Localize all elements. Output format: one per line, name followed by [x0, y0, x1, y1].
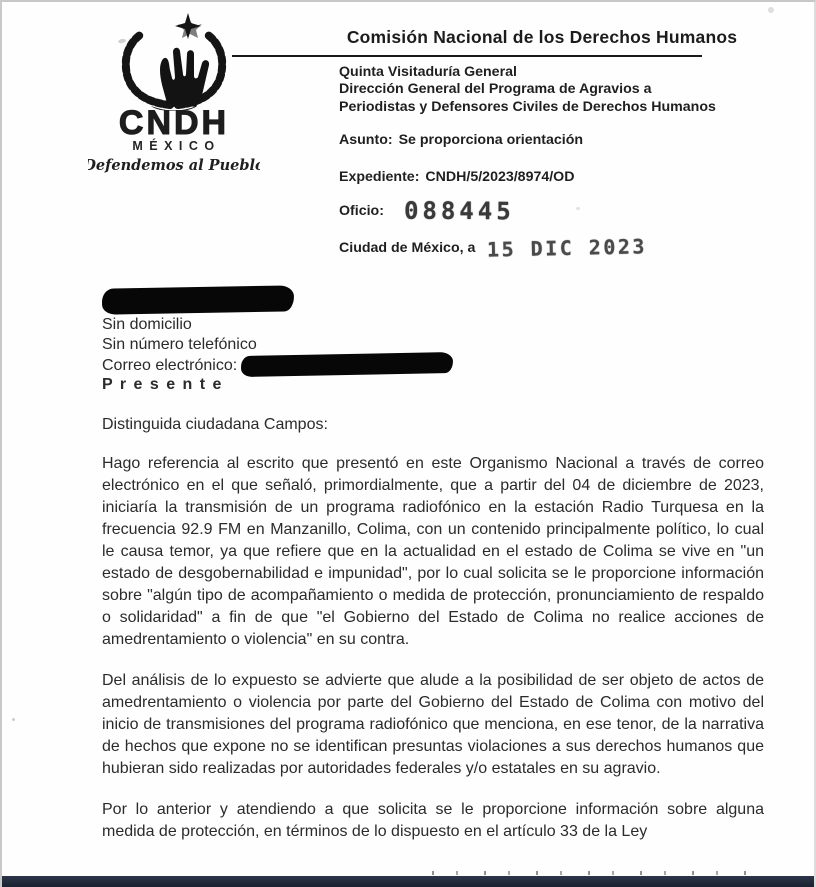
cndh-logo — [88, 10, 260, 178]
scan-noise — [576, 207, 580, 210]
division-line-3: Periodistas y Defensores Civiles de Derechos Humanos — [339, 98, 716, 115]
presente-line: P r e s e n t e — [102, 376, 223, 393]
expediente-row — [339, 169, 574, 185]
salutation: Distinguida ciudadana Campos: — [102, 415, 328, 433]
scan-noise — [12, 718, 15, 721]
recipient-email-line — [102, 354, 764, 375]
org-title: Comisión Nacional de los Derechos Humanos — [346, 27, 738, 47]
expediente-label: Expediente: — [339, 169, 420, 185]
star-icon — [175, 13, 202, 39]
division-block — [339, 64, 716, 116]
division-line-1: Quinta Visitaduría General — [339, 64, 517, 80]
date-row — [339, 236, 647, 260]
paragraph-1: Hago referencia al escrito que presentó en este Organismo Nacional a través de correo electrónico en el que señaló, primordialmente, que a partir del 04 de diciembre de 2023, iniciaría la transmisión de un programa radiofónico en la estación Radio Turquesa en la frecuencia 92.9 FM en Manzanillo, Colima, con un contenido principalmente político, lo cual le causa temor, ya que refiere que en la actualidad en el estado de Colima se vive en "un estado de desgobernabilidad e impunidad", por lo cual solicita se le proporcione información sobre "algún tipo de acompañamiento o medida de protección, pronunciamiento de respaldo o solidaridad" a fin de que "el Gobierno del Estado de Colima no realice acciones de amedrentamiento o violencia" en su contra. — [102, 455, 764, 648]
header-divider — [232, 55, 702, 57]
cndh-emblem — [88, 10, 260, 178]
oficio-row — [339, 197, 515, 225]
oficio-number-stamp: 088445 — [403, 196, 515, 226]
paragraph-2: Del análisis de lo expuesto se advierte que alude a la posibilidad de ser objeto de actos de amedrentamiento o violencia por parte del Gobierno del Estado de Colima con motivo del inicio de transmisiones del programa radiofónico que menciona, en ese tenor, de la narrativa de hechos que expone no se identifican presuntas violaciones a sus derechos humanos que hubieran sido realizadas por autoridades federales y/o estatales en su agravio. — [102, 672, 764, 777]
date-stamp: 15 DIC 2023 — [487, 234, 648, 262]
email-label: Correo electrónico: — [102, 357, 238, 374]
clipped-text-line — [432, 871, 764, 875]
asunto-label: Asunto: — [339, 132, 393, 148]
redacted-name-bar — [102, 285, 294, 314]
logo-country: M É X I C O — [132, 139, 216, 153]
logo-acronym: CNDH — [118, 104, 230, 142]
recipient-address-line: Sin domicilio — [102, 316, 192, 333]
place-label: Ciudad de México, a — [339, 240, 476, 256]
oficio-label: Oficio: — [339, 203, 384, 219]
asunto-row — [339, 132, 583, 148]
bottom-window-edge — [2, 876, 814, 887]
scan-noise — [768, 7, 774, 13]
asunto-value: Se proporciona orientación — [398, 132, 584, 148]
recipient-phone-line: Sin número telefónico — [102, 335, 257, 353]
division-line-2: Dirección General del Programa de Agravios a — [339, 81, 652, 98]
expediente-value: CNDH/5/2023/8974/OD — [425, 169, 575, 185]
paragraph-3: Por lo anterior y atendiendo a que solicita se le proporcione información sobre alguna medida de protección, en términos de lo dispuesto en el artículo 33 de la Ley — [102, 801, 764, 840]
logo-motto: Defendemos al Pueblo — [88, 157, 260, 174]
letter-body — [102, 287, 764, 843]
redacted-email-bar — [241, 352, 453, 377]
